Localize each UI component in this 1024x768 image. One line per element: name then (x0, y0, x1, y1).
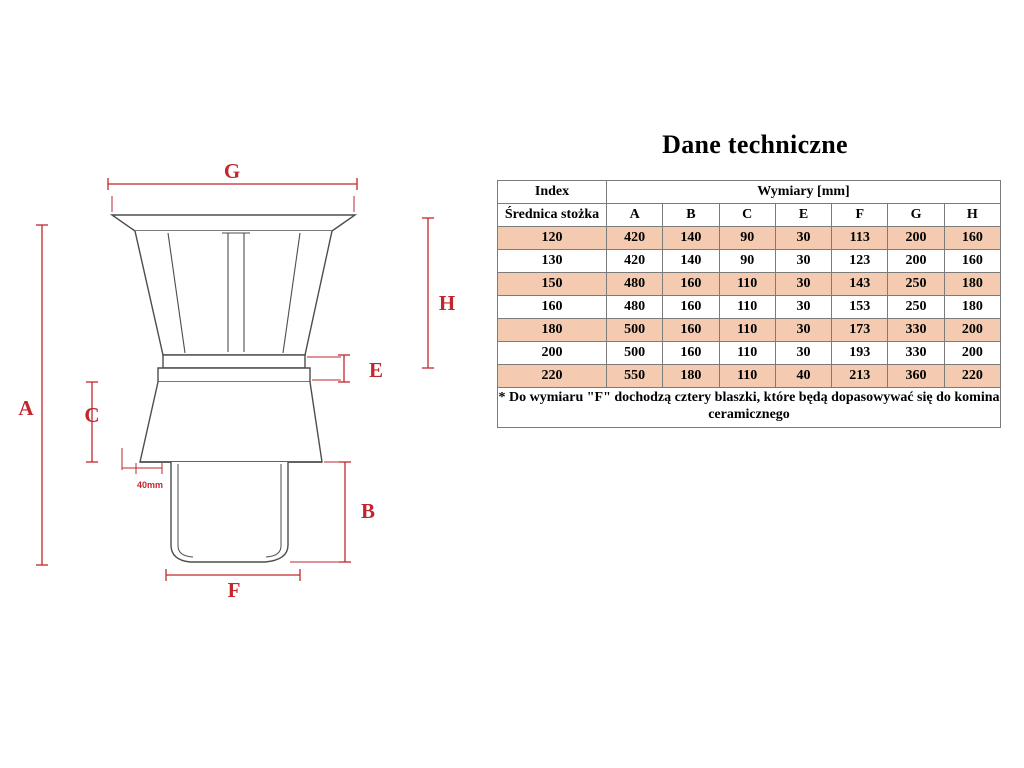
cell-A: 500 (607, 342, 663, 365)
cell-E: 30 (775, 319, 831, 342)
header-col-H: H (944, 204, 1000, 227)
technical-data-panel (495, 130, 1015, 428)
cell-H: 160 (944, 250, 1000, 273)
dimension-label-E: E (368, 358, 384, 382)
dimension-label-F: F (227, 578, 241, 602)
table-footnote: * Do wymiaru "F" dochodzą cztery blaszki, które będą dopasowywać się do komina ceramicznego (498, 388, 1001, 428)
table-row (498, 227, 1001, 250)
header-col-F: F (832, 204, 888, 227)
table-row (498, 250, 1001, 273)
cell-E: 30 (775, 227, 831, 250)
cell-C: 110 (719, 273, 775, 296)
cell-A: 420 (607, 227, 663, 250)
dimension-label-40mm: 40mm (136, 480, 164, 490)
header-col-B: B (663, 204, 719, 227)
cell-G: 360 (888, 365, 944, 388)
cell-G: 250 (888, 273, 944, 296)
table-row (498, 365, 1001, 388)
header-dimensions: Wymiary [mm] (607, 181, 1001, 204)
table-row (498, 296, 1001, 319)
cell-index: 220 (498, 365, 607, 388)
cell-H: 180 (944, 296, 1000, 319)
cell-B: 140 (663, 227, 719, 250)
cell-C: 90 (719, 250, 775, 273)
cell-G: 330 (888, 319, 944, 342)
cell-H: 220 (944, 365, 1000, 388)
dimension-label-G: G (223, 159, 241, 183)
cell-G: 200 (888, 227, 944, 250)
cell-A: 420 (607, 250, 663, 273)
table-header-row-top (498, 181, 1001, 204)
cell-B: 140 (663, 250, 719, 273)
cell-G: 330 (888, 342, 944, 365)
cell-H: 160 (944, 227, 1000, 250)
technical-data-table (497, 180, 1001, 428)
header-col-E: E (775, 204, 831, 227)
cell-B: 160 (663, 342, 719, 365)
cell-F: 123 (832, 250, 888, 273)
table-footnote-row (498, 388, 1001, 428)
cell-C: 110 (719, 296, 775, 319)
cell-F: 113 (832, 227, 888, 250)
cell-C: 110 (719, 365, 775, 388)
dimension-label-B: B (360, 499, 376, 523)
cell-A: 480 (607, 296, 663, 319)
product-outline (112, 215, 355, 562)
cell-index: 120 (498, 227, 607, 250)
cell-F: 143 (832, 273, 888, 296)
table-row (498, 273, 1001, 296)
table-row (498, 319, 1001, 342)
header-cone-diameter: Średnica stożka (498, 204, 607, 227)
table-title: Dane techniczne (662, 130, 848, 159)
cell-G: 250 (888, 296, 944, 319)
cell-index: 130 (498, 250, 607, 273)
cell-B: 160 (663, 273, 719, 296)
cell-B: 160 (663, 319, 719, 342)
cell-C: 90 (719, 227, 775, 250)
cell-index: 180 (498, 319, 607, 342)
cell-F: 153 (832, 296, 888, 319)
header-index: Index (498, 181, 607, 204)
cell-E: 40 (775, 365, 831, 388)
cell-index: 200 (498, 342, 607, 365)
cell-F: 173 (832, 319, 888, 342)
cell-E: 30 (775, 273, 831, 296)
cell-index: 150 (498, 273, 607, 296)
table-header-row-columns (498, 204, 1001, 227)
cell-G: 200 (888, 250, 944, 273)
cell-A: 500 (607, 319, 663, 342)
header-col-G: G (888, 204, 944, 227)
table-row (498, 342, 1001, 365)
dimension-label-C: C (84, 403, 100, 427)
cell-B: 180 (663, 365, 719, 388)
cell-B: 160 (663, 296, 719, 319)
dimension-label-H: H (438, 291, 456, 315)
header-col-A: A (607, 204, 663, 227)
cell-C: 110 (719, 342, 775, 365)
cell-E: 30 (775, 296, 831, 319)
cell-H: 200 (944, 342, 1000, 365)
cell-H: 200 (944, 319, 1000, 342)
cell-F: 213 (832, 365, 888, 388)
cell-index: 160 (498, 296, 607, 319)
cell-C: 110 (719, 319, 775, 342)
cell-F: 193 (832, 342, 888, 365)
cell-E: 30 (775, 342, 831, 365)
cell-A: 550 (607, 365, 663, 388)
cell-A: 480 (607, 273, 663, 296)
cell-E: 30 (775, 250, 831, 273)
technical-drawing (0, 0, 500, 768)
header-col-C: C (719, 204, 775, 227)
cell-H: 180 (944, 273, 1000, 296)
dimension-label-A: A (18, 396, 34, 420)
